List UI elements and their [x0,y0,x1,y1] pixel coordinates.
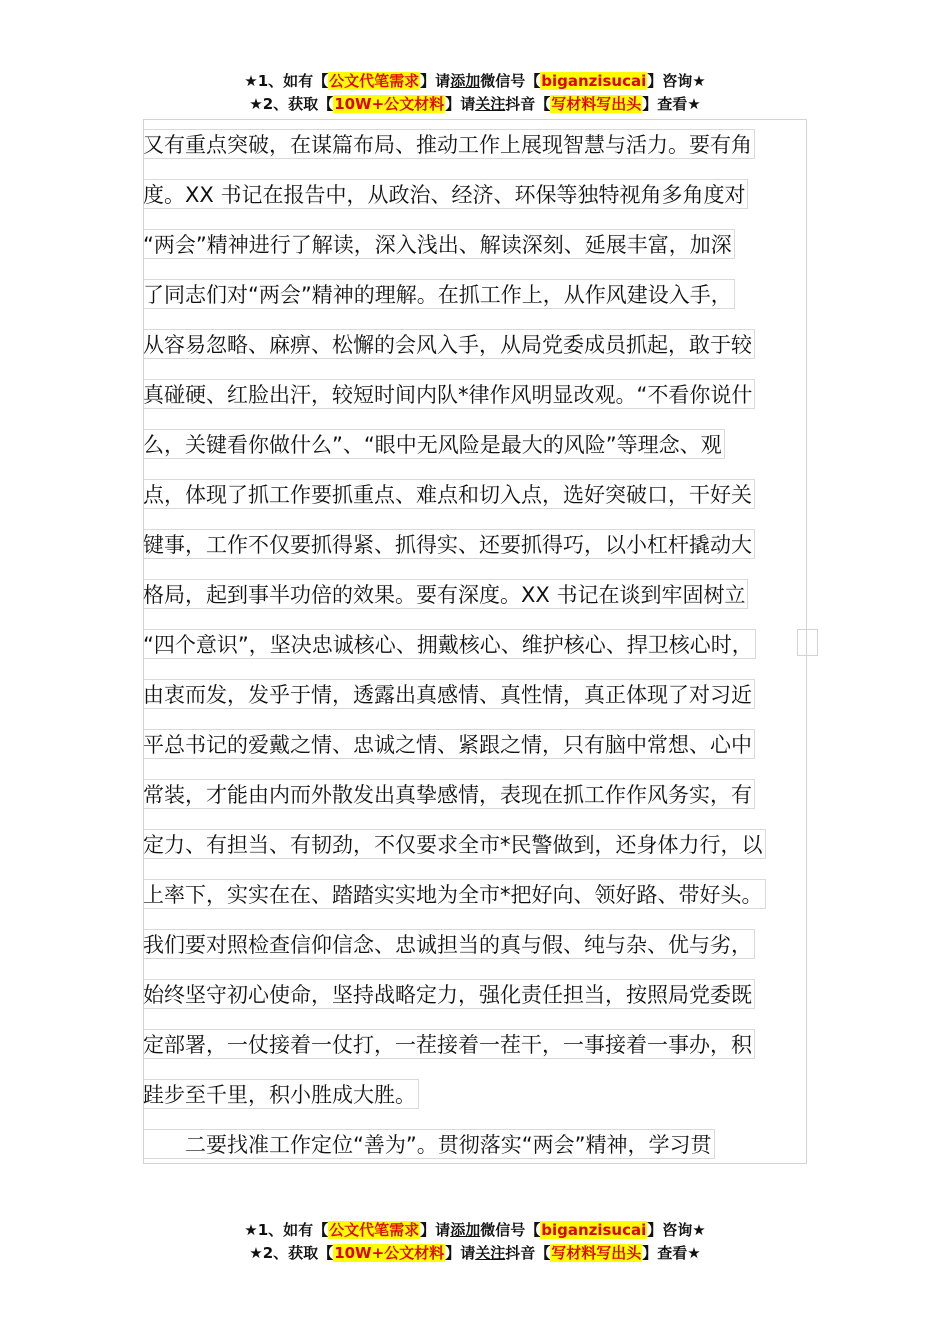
body-line: 度。XX 书记在报告中，从政治、经济、环保等独特视角多角度对 [143,179,748,209]
body-line: 上率下，实实在在、踏踏实实地为全市*把好向、领好路、带好头。 [143,879,766,909]
body-line: 格局，起到事半功倍的效果。要有深度。XX 书记在谈到牢固树立 [143,579,748,609]
promo-underlined: 关注 [475,95,506,113]
body-line: 么，关键看你做什么”、“眼中无风险是最大的风险”等理念、观 [143,429,725,459]
promo-underlined: 添加 [450,72,481,90]
promo-line-2 [0,1242,950,1265]
body-line: “两会”精神进行了解读，深入浅出、解读深刻、延展丰富，加深 [143,229,735,259]
promo-line-1 [0,1219,950,1242]
promo-text: ★2、获取【 [249,95,334,113]
promo-text: ★2、获取【 [249,1244,334,1262]
promo-highlight: 写材料写出头 [551,95,642,113]
promo-text: 】请 [420,72,451,90]
body-line: 由衷而发，发乎于情，透露出真感情、真性情，真正体现了对习近 [143,679,755,709]
promo-highlight: 写材料写出头 [551,1244,642,1262]
body-line: 常装，才能由内而外散发出真挚感情，表现在抓工作作风务实，有 [143,779,755,809]
text-boundary-mark [797,629,818,656]
promo-text: 微信号【 [480,1221,541,1239]
body-line: 从容易忽略、麻痹、松懈的会风入手，从局党委成员抓起，敢于较 [143,329,755,359]
promo-highlight: biganzisucai [541,1221,647,1239]
footer-promo-banner [0,1219,950,1265]
promo-highlight: 10W+公文材料 [334,95,445,113]
body-line: 定部署，一仗接着一仗打，一茬接着一茬干，一事接着一事办，积 [143,1029,755,1059]
promo-text: 】请 [445,1244,476,1262]
body-line: 我们要对照检查信仰信念、忠诚担当的真与假、纯与杂、优与劣， [143,929,755,959]
promo-underlined: 添加 [450,1221,481,1239]
body-line: 平总书记的爱戴之情、忠诚之情、紧跟之情，只有脑中常想、心中 [143,729,755,759]
promo-highlight: biganzisucai [541,72,647,90]
promo-text: 】请 [420,1221,451,1239]
promo-text: 抖音【 [505,95,551,113]
promo-text: ★1、如有【 [244,72,329,90]
promo-underlined: 关注 [475,1244,506,1262]
promo-line-2 [0,93,950,116]
promo-highlight: 公文代笔需求 [329,1221,420,1239]
promo-text: ★1、如有【 [244,1221,329,1239]
promo-text: 】查看★ [642,1244,701,1262]
promo-line-1 [0,70,950,93]
promo-text: 】咨询★ [647,1221,706,1239]
body-line: “四个意识”，坚决忠诚核心、拥戴核心、维护核心、捍卫核心时， [143,629,756,659]
promo-text: 】咨询★ [647,72,706,90]
body-line: 又有重点突破，在谋篇布局、推动工作上展现智慧与活力。要有角 [143,129,755,159]
body-line: 跬步至千里，积小胜成大胜。 [143,1079,419,1109]
body-line: 了同志们对“两会”精神的理解。在抓工作上，从作风建设入手， [143,279,735,309]
body-line: 真碰硬、红脸出汗，较短时间内队*律作风明显改观。“不看你说什 [143,379,755,409]
promo-highlight: 10W+公文材料 [334,1244,445,1262]
body-line: 点，体现了抓工作要抓重点、难点和切入点，选好突破口，干好关 [143,479,755,509]
body-line: 始终坚守初心使命，坚持战略定力，强化责任担当，按照局党委既 [143,979,755,1009]
header-promo-banner [0,70,950,116]
promo-text: 微信号【 [480,72,541,90]
promo-text: 】请 [445,95,476,113]
promo-text: 】查看★ [642,95,701,113]
body-line: 二要找准工作定位“善为”。贯彻落实“两会”精神，学习贯 [143,1129,715,1159]
promo-text: 抖音【 [505,1244,551,1262]
body-line: 定力、有担当、有韧劲，不仅要求全市*民警做到，还身体力行，以 [143,829,766,859]
body-line: 键事，工作不仅要抓得紧、抓得实、还要抓得巧，以小杠杆撬动大 [143,529,755,559]
promo-highlight: 公文代笔需求 [329,72,420,90]
